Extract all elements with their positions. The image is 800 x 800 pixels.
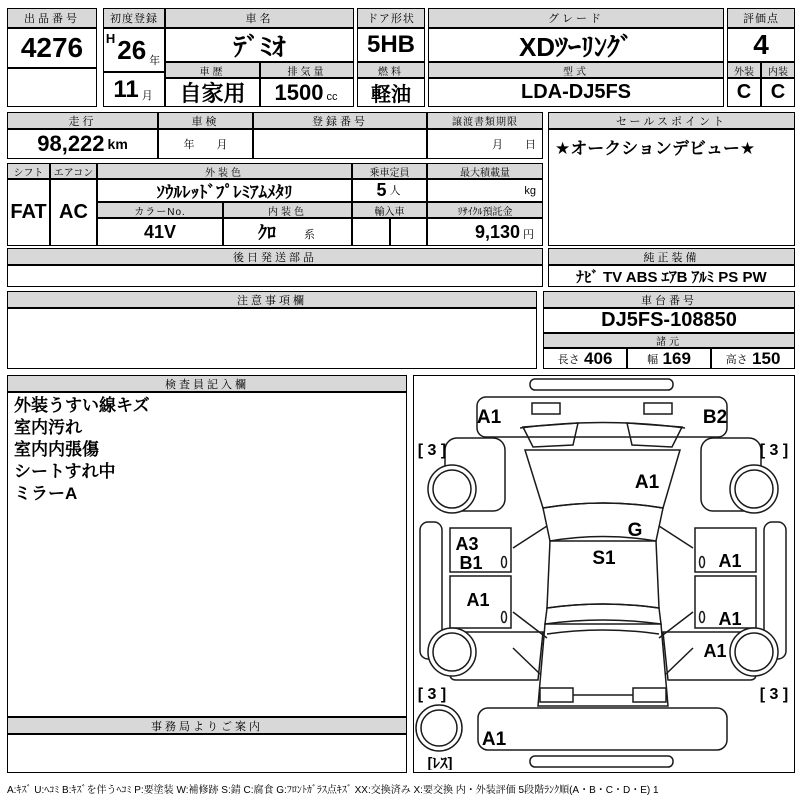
car-damage-diagram: [414, 376, 792, 770]
max-load-value: kg: [427, 179, 543, 202]
damage-label-rr-door: A1: [718, 609, 742, 629]
later-parts-value: [7, 265, 543, 287]
capacity-header: 乗車定員: [352, 163, 427, 179]
wheel-rear-right-inner: [735, 633, 773, 671]
transfer-header: 譲渡書類期限: [427, 112, 543, 129]
first-reg-month-value: 11: [113, 75, 139, 103]
hatch-line: [547, 630, 659, 634]
import-value-b: [390, 218, 427, 246]
exterior-value: C: [727, 78, 761, 107]
later-parts-header: 後日発送部品: [7, 248, 543, 265]
door-shape-header: ドア形状: [357, 8, 425, 28]
wheel-front-right-inner: [735, 470, 773, 508]
c-pillar-left-2: [513, 648, 540, 674]
grade-value: XDﾂｰﾘﾝｸﾞ: [428, 28, 724, 62]
interior-header: 内装: [761, 62, 795, 78]
damage-diagram-box: [413, 375, 795, 773]
reg-no-value: [253, 129, 427, 159]
rear-bumper: [478, 708, 727, 750]
fuel-header: 燃料: [357, 62, 425, 78]
spec-height: [711, 348, 795, 369]
tire-label-rear-right: [ 3 ]: [759, 686, 789, 703]
a-pillar-right: [659, 526, 693, 548]
chassis-value: DJ5FS-108850: [543, 308, 795, 333]
spec-height-label: 高さ: [725, 353, 748, 366]
rear-hatch: [538, 624, 668, 706]
first-reg-year-value: 26: [117, 34, 147, 65]
tire-label-rear-left: [ 3 ]: [417, 686, 447, 703]
displacement-number: 1500: [274, 79, 324, 105]
door-handle: [502, 612, 507, 623]
aircon-value: AC: [50, 179, 97, 246]
capacity-value: [352, 179, 427, 202]
wiper-left: [523, 423, 578, 447]
footer-legend: A:ｷｽﾞ U:ﾍｺﾐ B:ｷｽﾞを伴うﾍｺﾐ P:要塗装 W:補修跡 S:錆 C:腐食 G:ﾌﾛﾝﾄｶﾞﾗｽ点ｷｽﾞ XX:交換済み X:要交換 内・外装評価 5段階ﾗﾝｸ順(A・B・C・D・E) 1: [7, 785, 659, 796]
door-handle: [502, 557, 507, 568]
grade-header: グレード: [428, 8, 724, 28]
c-pillar-right-2: [666, 648, 693, 674]
auction-no-empty: [7, 68, 97, 107]
damage-label-roof: S1: [592, 548, 616, 569]
front-molding: [530, 379, 673, 390]
mileage-unit: km: [107, 136, 128, 152]
sales-point-value: ★オークションデビュー★: [548, 129, 795, 246]
shaken-header: 車検: [158, 112, 253, 129]
damage-label-lf-door-upper: A3: [455, 534, 479, 554]
color-no-header: カラーNo.: [97, 202, 223, 218]
shaken-value: 年 月: [158, 129, 253, 159]
wheel-front-left-inner: [433, 470, 471, 508]
office-header: 事務局よりご案内: [7, 717, 407, 734]
recycle-value: [427, 218, 543, 246]
a-pillar-left: [513, 526, 547, 548]
inspector-content: [7, 392, 407, 717]
mileage-value: [7, 129, 158, 159]
tire-label-front-right: [ 3 ]: [759, 442, 789, 459]
notes-header: 注意事項欄: [7, 291, 537, 308]
car-name-header: 車名: [165, 8, 354, 28]
windshield: [543, 503, 663, 541]
wheel-rear-left-inner: [433, 633, 471, 671]
score-value: 4: [727, 28, 795, 62]
damage-label-hood: A1: [634, 472, 660, 493]
damage-label-lr-door: A1: [466, 590, 490, 610]
inspector-header: 検査員記入欄: [7, 375, 407, 392]
spec-width-label: 幅: [647, 353, 659, 366]
history-header: 車歴: [165, 62, 260, 78]
spec-length-label: 長さ: [557, 353, 580, 366]
tire-label-front-left: [ 3 ]: [417, 442, 447, 459]
mileage-number: 98,222: [37, 131, 105, 156]
wiper-right: [627, 423, 682, 447]
displacement-unit: cc: [326, 91, 338, 103]
mileage-header: 走行: [7, 112, 158, 129]
ext-color-header: 外装色: [97, 163, 352, 179]
first-reg-month: [103, 72, 165, 107]
first-reg-header: 初度登録: [103, 8, 165, 28]
spec-length-value: 406: [584, 348, 613, 368]
year-unit: 年: [149, 55, 161, 67]
damage-label-right-quarter: A1: [703, 641, 727, 661]
score-header: 評価点: [727, 8, 795, 28]
color-no-value: 41V: [97, 218, 223, 246]
damage-label-front-left: A1: [476, 407, 502, 428]
spec-width: [627, 348, 711, 369]
ext-color-value: ｿｳﾙﾚｯﾄﾞﾌﾟﾚﾐｱﾑﾒﾀﾘ: [97, 179, 352, 202]
shift-header: シフト: [7, 163, 50, 179]
rear-lamp-left: [540, 688, 573, 702]
model-code-header: 型式: [428, 62, 724, 78]
sales-point-header: セールスポイント: [548, 112, 795, 129]
int-color-name: ｸﾛ: [258, 223, 276, 243]
equipment-header: 純正装備: [548, 248, 795, 265]
front-bumper: [477, 397, 727, 437]
damage-label-lf-door-lower: B1: [459, 553, 483, 573]
door-shape-value: 5HB: [357, 28, 425, 62]
auction-no-value: 4276: [7, 28, 97, 68]
inspector-line: 室内汚れ: [14, 418, 82, 437]
rear-window: [545, 604, 661, 624]
int-color-value: [223, 218, 352, 246]
c-pillar-left-1: [513, 612, 547, 638]
model-code-value: LDA-DJ5FS: [428, 78, 724, 107]
recycle-unit: 円: [523, 229, 534, 241]
month-unit: 月: [141, 90, 153, 102]
exterior-header: 外装: [727, 62, 761, 78]
spare-tire-label: [ﾚｽ]: [427, 755, 453, 770]
door-handle: [700, 557, 705, 568]
import-value-a: [352, 218, 390, 246]
recycle-number: 9,130: [474, 221, 520, 242]
c-pillar-right-1: [659, 612, 693, 638]
door-handle: [700, 612, 705, 623]
spec-length: [543, 348, 627, 369]
rear-molding: [530, 756, 673, 767]
auction-no-header: 出品番号: [7, 8, 97, 28]
import-header: 輸入車: [352, 202, 427, 218]
first-reg-year: [103, 28, 165, 72]
interior-value: C: [761, 78, 795, 107]
aircon-header: エアコン: [50, 163, 97, 179]
inspector-line: 室内内張傷: [14, 440, 99, 459]
notes-value: [7, 308, 537, 369]
spec-height-value: 150: [752, 348, 781, 368]
damage-label-rear-bumper: A1: [481, 729, 507, 750]
spare-tire-inner: [421, 710, 457, 746]
reg-no-header: 登録番号: [253, 112, 427, 129]
office-value: [7, 734, 407, 773]
chassis-header: 車台番号: [543, 291, 795, 308]
history-value: 自家用: [165, 78, 260, 107]
displacement-header: 排気量: [260, 62, 354, 78]
era-label: H: [105, 31, 116, 46]
int-color-header: 内装色: [223, 202, 352, 218]
front-plate-left: [532, 403, 560, 414]
damage-label-windshield: G: [627, 520, 643, 541]
equipment-value: ﾅﾋﾞ TV ABS ｴｱB ｱﾙﾐ PS PW: [548, 265, 795, 287]
specs-header: 諸元: [543, 333, 795, 348]
displacement-value: [260, 78, 354, 107]
inspector-line: 外装うすい線キズ: [14, 396, 150, 415]
fuel-value: 軽油: [357, 78, 425, 107]
inspector-line: ミラーA: [14, 484, 78, 503]
car-name-value: ﾃﾞﾐｵ: [165, 28, 354, 62]
int-color-suffix: 系: [304, 229, 315, 241]
max-load-header: 最大積載量: [427, 163, 543, 179]
transfer-value: 月 日: [427, 129, 543, 159]
recycle-header: ﾘｻｲｸﾙ預託金: [427, 202, 543, 218]
spec-width-value: 169: [662, 348, 691, 368]
front-plate-right: [644, 403, 672, 414]
capacity-number: 5: [376, 180, 387, 200]
damage-label-rf-door: A1: [718, 551, 742, 571]
inspector-line: シートすれ中: [14, 462, 116, 481]
rear-lamp-right: [633, 688, 666, 702]
capacity-unit: 人: [389, 185, 401, 197]
damage-label-front-right: B2: [702, 407, 728, 428]
shift-value: FAT: [7, 179, 50, 246]
